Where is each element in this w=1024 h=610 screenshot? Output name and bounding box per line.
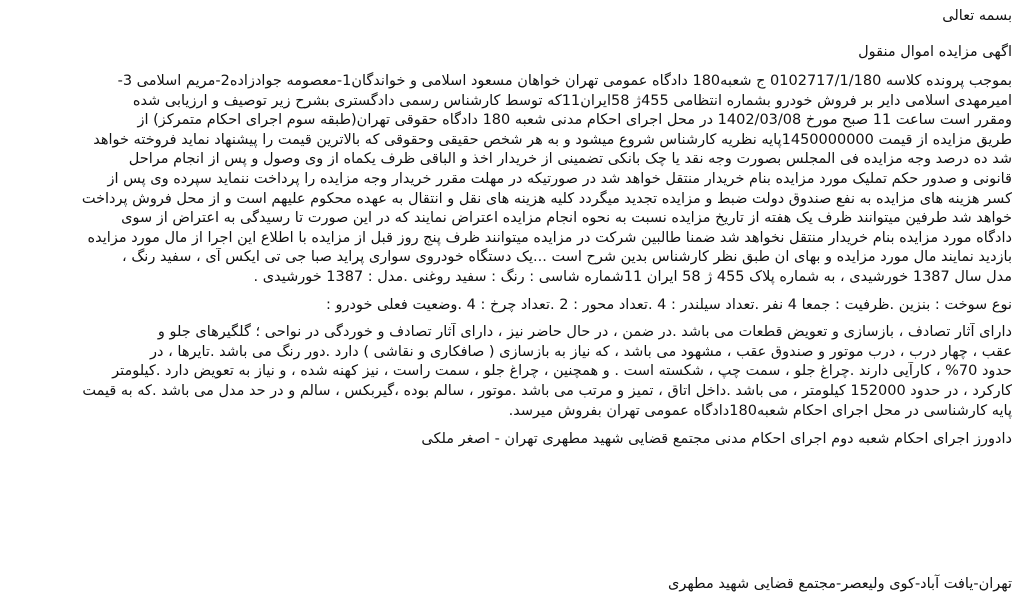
text-line: عقب ، چهار درب ، درب موتور و صندوق عقب ، مشهود می باشد ، که نیاز به بازسازی ( صافکاری و نقاشی ) دارد .دور رنگ می باشد .تایرها ، در [150,343,1012,360]
text-line: کسر هزینه های مزایده به نفع صندوق دولت ضبط و مزایده تجدید میگردد کلیه هزینه های نقل و انتقال به عهده محکوم علیهم است و از محل فروش پرداخت [81,190,1012,207]
text-line: کارکرد ، در حدود 152000 کیلومتر ، می باشد .داخل اتاق ، تمیز و مرتب می باشد .موتور ، سالم بوده ،گیربکس ، سالم و در حد مدل می باشد .که به قیمت [82,382,1012,399]
text-line: مدل سال 1387 خورشیدی ، به شماره پلاک 455 ژ 58 ایران 11شماره شاسی : رنگ : سفید روغنی .مدل : 1387 خورشیدی . [253,268,1012,285]
text-line: پایه کارشناسی در محل اجرای احکام شعبه180دادگاه عمومی تهران بفروش میرسد. [508,402,1012,419]
text-line: بموجب پرونده کلاسه 0102717/1/180 ج شعبه180 دادگاه عمومی تهران خواهان مسعود اسلامی و خواندگان1-معصومه جوادزاده2-مریم اسلامی 3- [117,73,1012,89]
bismillah-heading: بسمه تعالی [942,8,1012,24]
text-line: قانونی و صدور حکم تملیک مورد مزایده بنام خریدار منتقل خواهد شد در صورتیکه در مهلت مقرر خریدار وجه مزایده را پرداخت ننماید سپرده وی پس از [107,170,1012,187]
bailiff-signature: دادورز اجرای احکام شعبه دوم اجرای احکام مدنی مجتمع قضایی شهید مطهری تهران - اصغر ملکی [421,431,1012,448]
text-line: بازدید نمایند مال مورد مزایده و بهای ان طبق نظر کارشناس بدین شرح است ...یک دستگاه خودروی سواری پراید صبا جی تی ایکس آی ، سفید رنگ ، [122,249,1012,266]
text-line: دارای آثار تصادف ، بازسازی و تعویض قطعات می باشد .در ضمن ، در حال حاضر نیز ، دارای آثار تصادف و خوردگی در نواحی ؛ گلگیرهای جلو و [157,324,1012,341]
text-line: دادگاه مورد مزایده بنام خریدار منتقل نخواهد شد ضمنا طالبین شرکت در مزایده میتوانند ظرف پنج روز قبل از مزایده با اطلاع این اجرا از مال مورد مزایده [87,229,1012,246]
notice-title: اگهی مزایده اموال منقول [858,44,1012,60]
vehicle-condition-paragraph [6,323,1012,421]
auction-terms-paragraph [6,72,1012,288]
court-address: تهران-یافت آباد-کوی ولیعصر-مجتمع قضایی شهید مطهری [668,576,1012,592]
vehicle-specs-paragraph [6,296,1012,316]
text-line: امیرمهدی اسلامی دایر بر فروش خودرو بشماره انتظامی 455ژ 58ایران11که توسط کارشناس رسمی دادگستری بشرح زیر توصیف و ارزیابی شده [132,92,1012,109]
text-line: حدود 70% ، کارآیی دارند .چراغ جلو ، سمت چپ ، شکسته است . و همچنین ، چراغ جلو ، سمت راست ، نیز کهنه شده ، و نیاز به تعویض دارد .کیلومتر [112,363,1012,380]
notice-page [6,6,1012,604]
text-line: طریق مزایده از قیمت 1450000000پایه نظریه کارشناس شروع میشود و به هر شخص حقیقی وحقوقی که بالاترین قیمت را پیشنهاد نماید فروخته خواهد [93,131,1012,148]
text-line: نوع سوخت : بنزین .ظرفیت : جمعا 4 نفر .تعداد سیلندر : 4 .تعداد محور : 2 .تعداد چرخ : 4 .وضعیت فعلی خودرو : [326,296,1012,313]
text-line: شد ده درصد وجه مزایده فی المجلس بصورت وجه نقد یا چک بانکی تضمینی از خریدار اخذ و الباقی ظرف یکماه از وی وصول و پس از انجام مراحل [128,151,1012,168]
text-line: خواهد شد طرفین میتوانند ظرف یک هفته از تاریخ مزایده نسبت به نحوه انجام مزایده اعتراض نمایند که در این صورت تا رسیدگی به اعتراض از سوی [121,210,1012,227]
text-line: ومقرر است ساعت 11 صبح مورخ 1402/03/08 در محل اجرای احکام مدنی شعبه 180 دادگاه حقوقی تهران(طبقه سوم اجرای احکام متمرکز) از [137,112,1012,129]
